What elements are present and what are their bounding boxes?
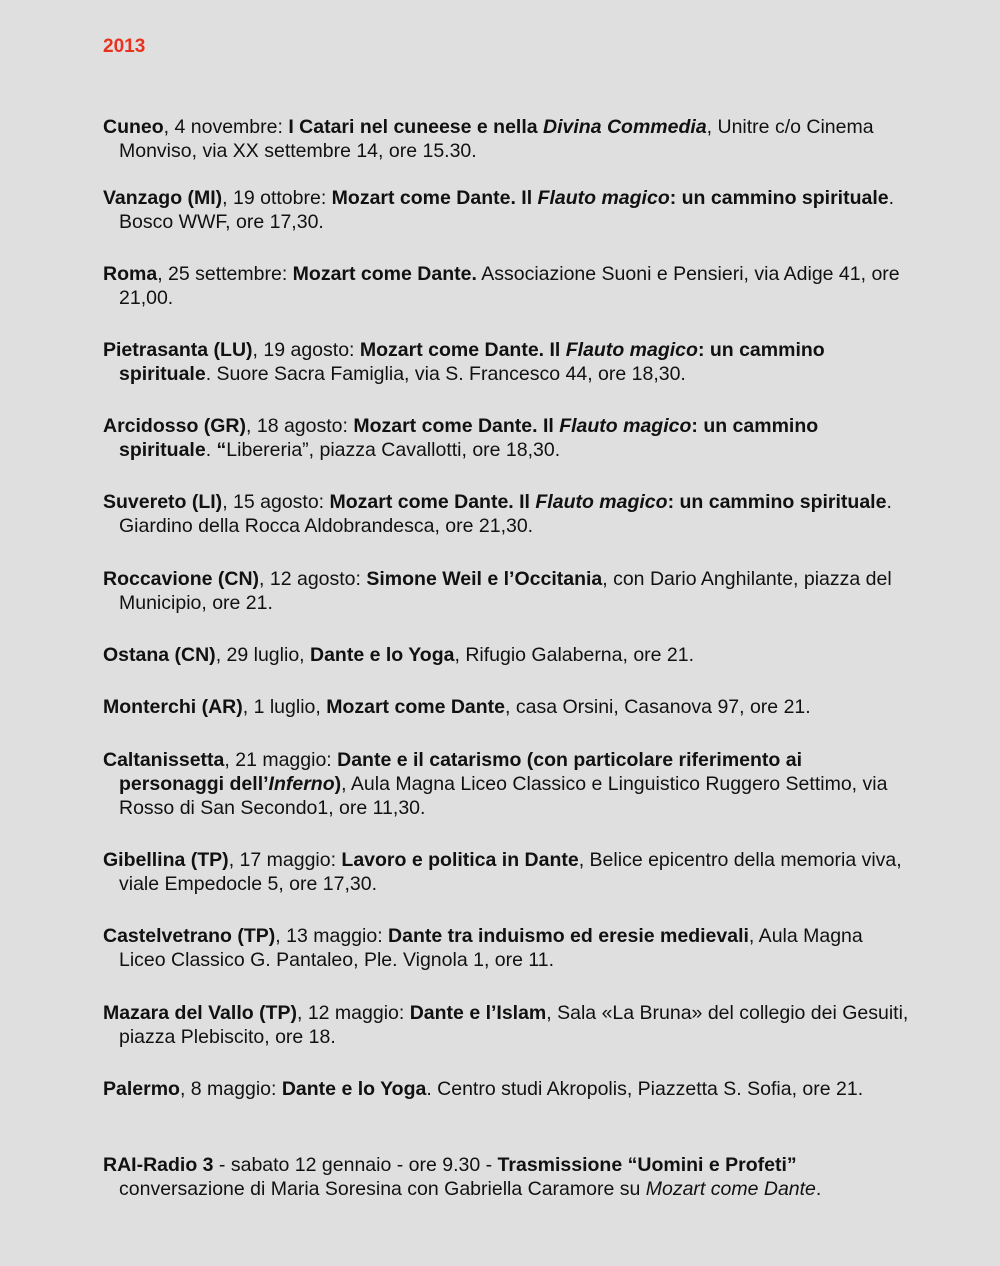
- event-entry: [103, 338, 909, 386]
- event-text: , 12 agosto:: [259, 568, 367, 590]
- event-entry: [103, 490, 909, 538]
- event-text: Simone Weil e l’Occitania: [366, 568, 603, 590]
- event-text: Dante e l’Islam: [409, 1002, 547, 1024]
- event-text: [269, 773, 335, 795]
- event-place: Gibellina (TP): [103, 849, 229, 871]
- event-place: Vanzago (MI): [103, 187, 223, 209]
- event-text: Mozart come Dante.: [292, 263, 477, 285]
- event-text: , Aula Magna Liceo Classico G. Pantaleo, Ple. Vignola 1, ore 11.: [119, 925, 863, 971]
- event-entry: [103, 1001, 909, 1049]
- event-place: Castelvetrano (TP): [103, 925, 276, 947]
- event-place: Pietrasanta (LU): [103, 339, 253, 361]
- event-text: Mozart come Dante: [326, 696, 506, 718]
- event-text: , 17 maggio:: [228, 849, 342, 871]
- event-entry: [103, 1153, 909, 1201]
- event-place: Palermo: [103, 1078, 180, 1100]
- event-text: [566, 339, 698, 361]
- event-text: Mozart come Dante. Il: [353, 415, 560, 437]
- event-text-bold-italic: Flauto magico: [537, 187, 670, 209]
- event-text: , Sala «La Bruna» del collegio dei Gesuiti, piazza Plebiscito, ore 18.: [119, 1002, 909, 1048]
- event-text: : un cammino spirituale: [119, 339, 825, 385]
- event-text-bold-italic: Flauto magico: [565, 339, 698, 361]
- event-text: , 19 ottobre:: [222, 187, 332, 209]
- event-text-bold-italic: Flauto magico: [559, 415, 692, 437]
- event-text: , 1 luglio,: [242, 696, 327, 718]
- event-text: I Catari nel cuneese e nella: [288, 116, 544, 138]
- event-text: Mozart come Dante. Il: [329, 491, 536, 513]
- event-place: Mazara del Vallo (TP): [103, 1002, 297, 1024]
- event-entry: [103, 414, 909, 462]
- event-text: Trasmissione “Uomini e Profeti”: [497, 1154, 797, 1176]
- event-entry: [103, 262, 909, 310]
- event-place: Cuneo: [103, 116, 164, 138]
- event-text: , 12 maggio:: [296, 1002, 410, 1024]
- event-text: , 21 maggio:: [224, 749, 338, 771]
- event-text: . Bosco WWF, ore 17,30.: [119, 187, 895, 233]
- event-text: Dante e lo Yoga: [281, 1078, 427, 1100]
- event-entry: [103, 567, 909, 615]
- event-entry: [103, 924, 909, 972]
- event-text: [559, 415, 691, 437]
- event-entry: [103, 848, 909, 896]
- event-text: . Centro studi Akropolis, Piazzetta S. Sofia, ore 21.: [426, 1078, 864, 1100]
- event-text: , Aula Magna Liceo Classico e Linguistico Ruggero Settimo, via Rosso di San Secondo1, ore 11,30.: [119, 773, 888, 819]
- event-text-bold-italic: Inferno: [268, 773, 335, 795]
- event-text: , 29 luglio,: [215, 644, 310, 666]
- event-place: Caltanissetta: [103, 749, 225, 771]
- event-entry: [103, 695, 909, 719]
- event-text: [538, 187, 670, 209]
- event-text: , 15 agosto:: [222, 491, 330, 513]
- event-text: . Suore Sacra Famiglia, via S. Francesco 44, ore 18,30.: [205, 363, 686, 385]
- event-text: .: [815, 1178, 822, 1200]
- event-text: Libereria”, piazza Cavallotti, ore 18,30.: [226, 439, 561, 461]
- event-text: Dante tra induismo ed eresie medievali: [388, 925, 749, 947]
- event-text-bold-italic: Divina Commedia: [543, 116, 707, 138]
- event-text: , 19 agosto:: [252, 339, 360, 361]
- event-text: Mozart come Dante. Il: [359, 339, 566, 361]
- event-text: Mozart come Dante. Il: [331, 187, 538, 209]
- event-text: Dante e lo Yoga: [310, 644, 455, 666]
- event-text: , 8 maggio:: [179, 1078, 282, 1100]
- event-place: Roma: [103, 263, 158, 285]
- event-text: Associazione Suoni e Pensieri, via Adige 41, ore 21,00.: [119, 263, 900, 309]
- event-place: Arcidosso (GR): [103, 415, 247, 437]
- event-text: , 4 novembre:: [163, 116, 289, 138]
- event-place: RAI-Radio 3: [103, 1154, 214, 1176]
- event-text: : un cammino spirituale: [667, 491, 887, 513]
- event-text: , casa Orsini, Casanova 97, ore 21.: [505, 696, 811, 718]
- event-text: - sabato 12 gennaio - ore 9.30 -: [213, 1154, 498, 1176]
- event-text: , Rifugio Galaberna, ore 21.: [454, 644, 695, 666]
- event-text: , Unitre c/o Cinema Monviso, via XX settembre 14, ore 15.30.: [119, 116, 874, 162]
- event-text: , 13 maggio:: [275, 925, 389, 947]
- event-entry: [103, 115, 909, 163]
- event-text: [535, 491, 667, 513]
- event-text-bold-italic: Flauto magico: [535, 491, 668, 513]
- event-text: [543, 116, 707, 138]
- event-text: . Giardino della Rocca Aldobrandesca, ore 21,30.: [119, 491, 892, 537]
- event-text: Mozart come Dante: [645, 1178, 816, 1200]
- event-entry: [103, 186, 909, 234]
- event-text: : un cammino spirituale: [119, 415, 819, 461]
- event-text: , 25 settembre:: [157, 263, 293, 285]
- event-text: .: [205, 439, 217, 461]
- event-entry: [103, 748, 909, 820]
- event-place: Roccavione (CN): [103, 568, 260, 590]
- event-text: conversazione di Maria Soresina con Gabriella Caramore su: [119, 1178, 646, 1200]
- year-heading: 2013: [103, 36, 146, 57]
- event-entry: [103, 643, 909, 667]
- event-text: : un cammino spirituale: [669, 187, 889, 209]
- event-text: “: [216, 439, 227, 461]
- event-place: Monterchi (AR): [103, 696, 243, 718]
- event-text: ): [334, 773, 342, 795]
- event-entry: [103, 1077, 909, 1101]
- event-text: Dante e il catarismo (con particolare riferimento ai personaggi dell’: [119, 749, 803, 795]
- event-place: Ostana (CN): [103, 644, 216, 666]
- event-text: , con Dario Anghilante, piazza del Municipio, ore 21.: [119, 568, 892, 614]
- event-text: , Belice epicentro della memoria viva, viale Empedocle 5, ore 17,30.: [119, 849, 902, 895]
- event-text: Lavoro e politica in Dante: [341, 849, 579, 871]
- event-place: Suvereto (LI): [103, 491, 223, 513]
- event-text: , 18 agosto:: [246, 415, 354, 437]
